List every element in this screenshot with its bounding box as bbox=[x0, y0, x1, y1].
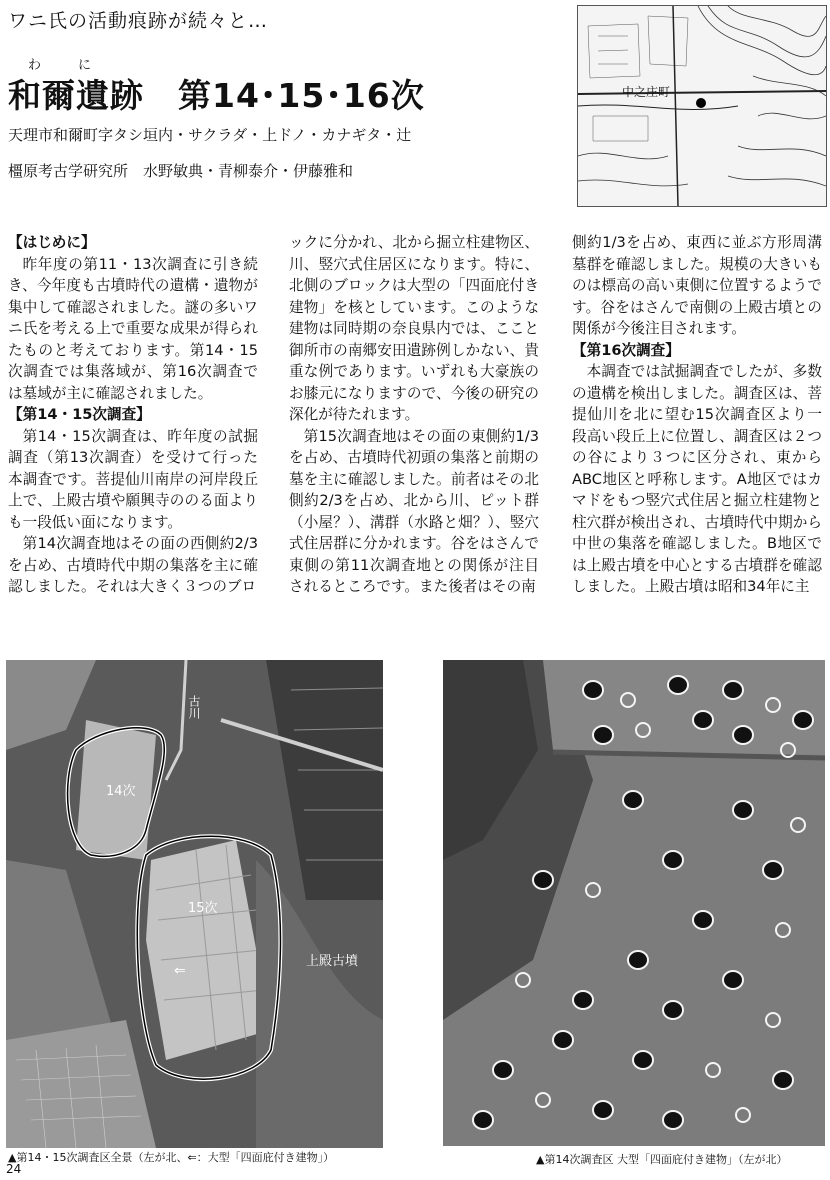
pit-mark bbox=[493, 1061, 513, 1079]
location-map bbox=[577, 5, 827, 207]
pit-mark bbox=[733, 801, 753, 819]
pit-mark bbox=[593, 1101, 613, 1119]
paragraph: ックに分かれ、北から掘立柱建物区、川、竪穴式住居区になります。特に、北側のブロックは大型の「四面庇付き建物」を核としています。このような建物は同時期の奈良県内では、ここと御所市の南郷安田遺跡例しかない、貴重な例であります。いずれも大豪族のお膝元になりますので、今後の研究の深化が待たれます。 bbox=[289, 234, 539, 423]
section-heading: 【第16次調査】 bbox=[572, 341, 680, 359]
paragraph: 第14次調査地はその面の西側約2/3を占め、古墳時代中期の集落を主に確認しました。それは大きく３つのブロ bbox=[8, 535, 258, 595]
pit-mark bbox=[583, 681, 603, 699]
caption-left: ▲第14・15次調査区全景（左が北、⇐：大型「四面庇付き建物」） bbox=[8, 1151, 335, 1164]
paragraph: 昨年度の第11・13次調査に引き続き、今年度も古墳時代の遺構・遺物が集中して確認されました。謎の多いワニ氏を考える上で重要な成果が得られたものと考えております。第14・15次調査では集落域が、第16次調査では墓域が主に確認されました。 bbox=[8, 255, 258, 402]
excavation-photo-14 bbox=[443, 660, 825, 1146]
pit-mark bbox=[668, 676, 688, 694]
ruby-wa: わ bbox=[28, 58, 42, 73]
caption-right: ▲第14次調査区 大型「四面庇付き建物」（左が北） bbox=[536, 1153, 788, 1166]
label-kawa: 古川 bbox=[187, 695, 201, 719]
text-column-2 bbox=[289, 232, 539, 652]
section-heading: 【第14・15次調査】 bbox=[8, 406, 151, 423]
pit-mark bbox=[633, 1051, 653, 1069]
pit-mark bbox=[593, 726, 613, 744]
site-locations: 天理市和爾町字タシ垣内・サクラダ・上ドノ・カナギタ・辻 bbox=[8, 126, 412, 144]
pit-mark bbox=[723, 971, 743, 989]
page-title: 和爾遺跡 第14･15･16次 bbox=[8, 76, 425, 115]
kicker-line: ワニ氏の活動痕跡が続々と… bbox=[8, 10, 269, 32]
pit-mark bbox=[773, 1071, 793, 1089]
pit-mark bbox=[793, 711, 813, 729]
text-column-3 bbox=[572, 232, 822, 652]
pit-mark bbox=[473, 1111, 493, 1129]
pit-mark bbox=[553, 1031, 573, 1049]
aerial-photo-14-15 bbox=[6, 660, 383, 1148]
pit-mark bbox=[733, 726, 753, 744]
paragraph: 第14・15次調査は、昨年度の試掘調査（第13次調査）を受けて行った本調査です。菩提仙川南岸の河岸段丘上で、上殿古墳や願興寺ののる面よりも一段低い面になります。 bbox=[8, 427, 258, 531]
pit-mark bbox=[663, 851, 683, 869]
page-number: 24 bbox=[6, 1162, 22, 1176]
authors: 橿原考古学研究所 水野敏典・青柳泰介・伊藤雅和 bbox=[8, 162, 354, 180]
ruby-ni: に bbox=[78, 58, 92, 73]
paragraph: 本調査では試掘調査でしたが、多数の遺構を検出しました。調査区は、菩提仙川を北に望む15次調査区より一段高い段丘上に位置し、調査区は２つの谷により３つに区分され、東からABC地区と呼称します。A地区ではカマドをもつ竪穴式住居と掘立柱建物と柱穴群が検出され、古墳時代中期から中世の集落を確認しました。B地区では上殿古墳を中心とする古墳群を確認しました。上殿古墳は昭和34年に主 bbox=[572, 363, 822, 595]
pit-mark bbox=[573, 991, 593, 1009]
label-arrow: ⇐ bbox=[174, 963, 186, 979]
pit-mark bbox=[533, 871, 553, 889]
label-kofun: 上殿古墳 bbox=[306, 954, 359, 969]
paragraph: 側約1/3を占め、東西に並ぶ方形周溝墓群を確認しました。規模の大きいものは標高の高い東側に位置するようです。谷をはさんで南側の上殿古墳との関係が今後注目されます。 bbox=[572, 234, 822, 337]
site-marker bbox=[696, 98, 706, 108]
map-place-label: 中之庄町 bbox=[622, 85, 671, 99]
pit-mark bbox=[723, 681, 743, 699]
text-column-1 bbox=[8, 232, 258, 652]
pit-mark bbox=[693, 911, 713, 929]
pit-mark bbox=[663, 1111, 683, 1129]
paragraph: 第15次調査地はその面の東側約1/3を占め、古墳時代初頭の集落と前期の墓を主に確認しました。前者はその北側約2/3を占め、北から川、ピット群（小屋？）、溝群（水路と畑？）、竪穴式住居群に分かれます。谷をはさんで東側の第11次調査地との関係が注目されるところです。また後者はその南 bbox=[289, 427, 539, 595]
label-14: 14次 bbox=[106, 784, 136, 799]
pit-mark bbox=[663, 1001, 683, 1019]
label-15: 15次 bbox=[188, 901, 218, 916]
section-heading: 【はじめに】 bbox=[8, 234, 96, 251]
pit-mark bbox=[763, 861, 783, 879]
pit-mark bbox=[623, 791, 643, 809]
pit-mark bbox=[628, 951, 648, 969]
pit-mark bbox=[693, 711, 713, 729]
